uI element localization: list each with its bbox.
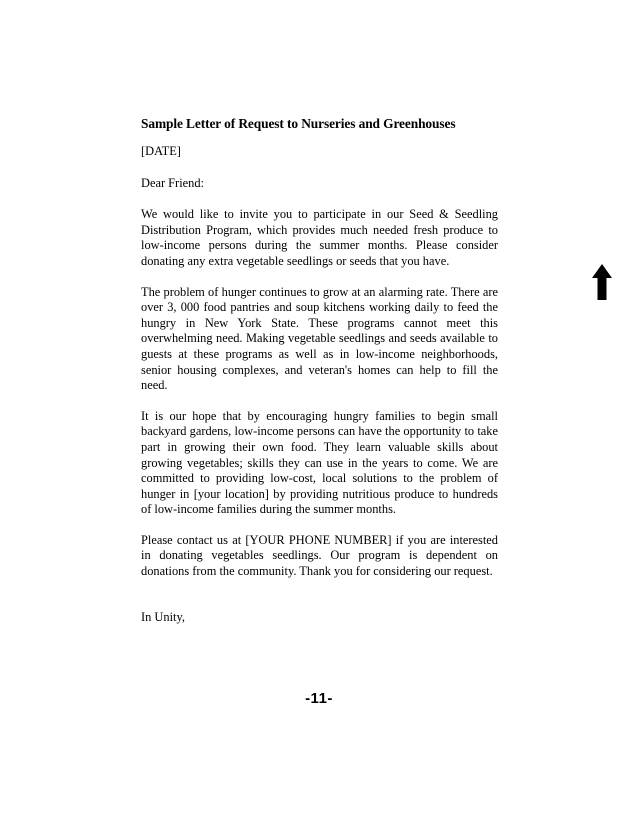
letter-paragraph-3: It is our hope that by encouraging hungry families to begin small backyard gardens, low-income persons can have the opportunity to take part in growing their own food. They learn valuable skills about growing vegetables; skills they can use in the years to come. We are committed to providing low-cost, local solutions to the problem of hunger in [your location] by providing nutritious produce to hundreds of low-income families during the summer months. [141, 408, 498, 517]
letter-salutation: Dear Friend: [141, 175, 204, 190]
letter-paragraph-2: The problem of hunger continues to grow at an alarming rate. There are over 3, 000 food pantries and soup kitchens working daily to feed the hungry in New York State. These programs cannot meet this overwhelming need. Making vegetable seedlings and seeds available to guests at these programs as well as in low-income neighborhoods, senior housing complexes, and veteran's homes can help to fill the need. [141, 284, 498, 393]
page-number: -11- [305, 690, 333, 707]
letter-title: Sample Letter of Request to Nurseries and Greenhouses [141, 116, 456, 131]
letter-closing: In Unity, [141, 609, 185, 624]
letter-date: [DATE] [141, 144, 181, 158]
letter-body [141, 116, 498, 625]
up-arrow-icon[interactable] [591, 263, 613, 301]
letter-paragraph-4: Please contact us at [YOUR PHONE NUMBER] if you are interested in donating vegetables seedlings. Our program is dependent on donations from the community. Thank you for considering our request. [141, 532, 498, 579]
letter-paragraph-1: We would like to invite you to participate in our Seed & Seedling Distribution Program, which provides much needed fresh produce to low-income persons during the summer months. Please consider donating any extra vegetable seedlings or seeds that you have. [141, 207, 498, 268]
